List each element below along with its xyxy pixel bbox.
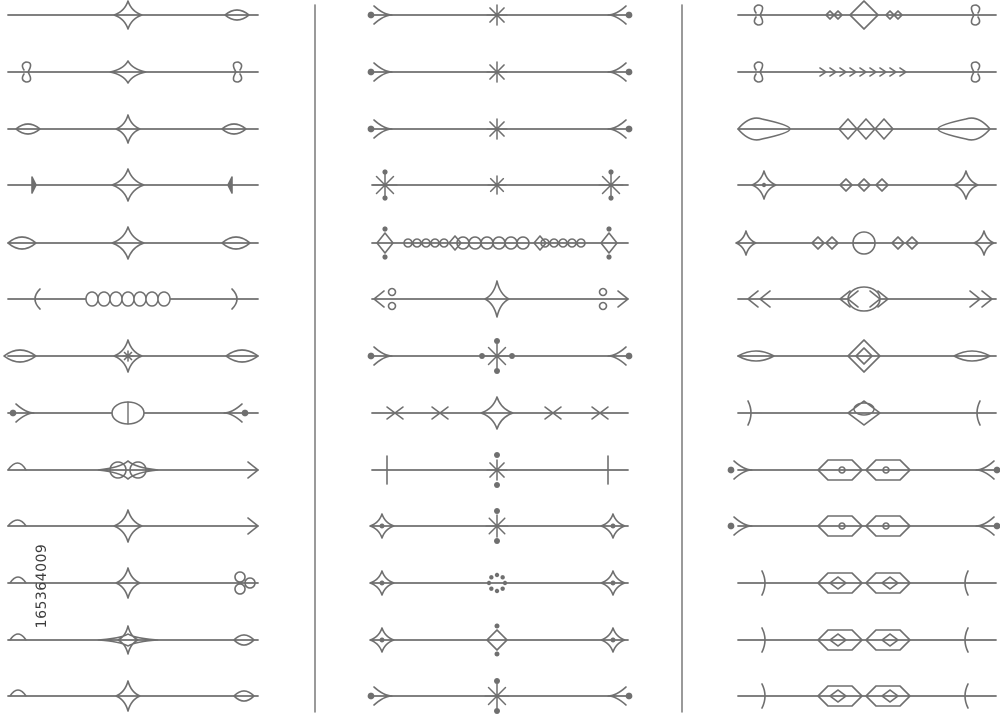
divider-ornament — [8, 1, 258, 29]
divider-ornament — [738, 62, 996, 82]
divider-ornament — [372, 281, 628, 317]
divider-ornament — [738, 628, 996, 652]
divider-ornament — [8, 227, 258, 259]
divider-ornament — [8, 61, 258, 83]
divider-ornament — [8, 169, 258, 201]
divider-ornament — [738, 571, 996, 595]
divider-ornament — [738, 401, 996, 425]
divider-ornament — [8, 461, 258, 479]
divider-ornament — [4, 340, 258, 372]
divider-ornament — [372, 169, 628, 200]
divider-ornament — [738, 287, 996, 311]
divider-ornament — [372, 397, 628, 429]
divider-ornament — [370, 571, 628, 595]
divider-ornament — [368, 678, 633, 714]
divider-ornament — [368, 338, 633, 374]
divider-ornament — [736, 231, 996, 255]
divider-ornament — [728, 460, 1000, 480]
divider-column-right — [728, 1, 1000, 708]
divider-column-middle — [368, 5, 633, 714]
divider-ornament — [8, 402, 258, 424]
divider-ornament — [738, 1, 996, 29]
divider-ornament — [738, 684, 996, 708]
divider-ornament — [8, 289, 258, 309]
divider-ornament — [370, 624, 628, 657]
divider-ornament — [368, 5, 633, 25]
divider-ornament — [368, 62, 633, 82]
divider-ornament — [728, 516, 1000, 536]
divider-ornament — [370, 508, 628, 544]
divider-ornament — [738, 340, 996, 372]
divider-ornament — [368, 119, 633, 139]
divider-ornament — [8, 115, 258, 143]
divider-ornament — [738, 171, 996, 199]
divider-ornament — [738, 118, 996, 140]
stock-id-label: 165364009 — [34, 543, 50, 629]
divider-ornament — [372, 226, 628, 259]
divider-ornament — [372, 452, 628, 488]
